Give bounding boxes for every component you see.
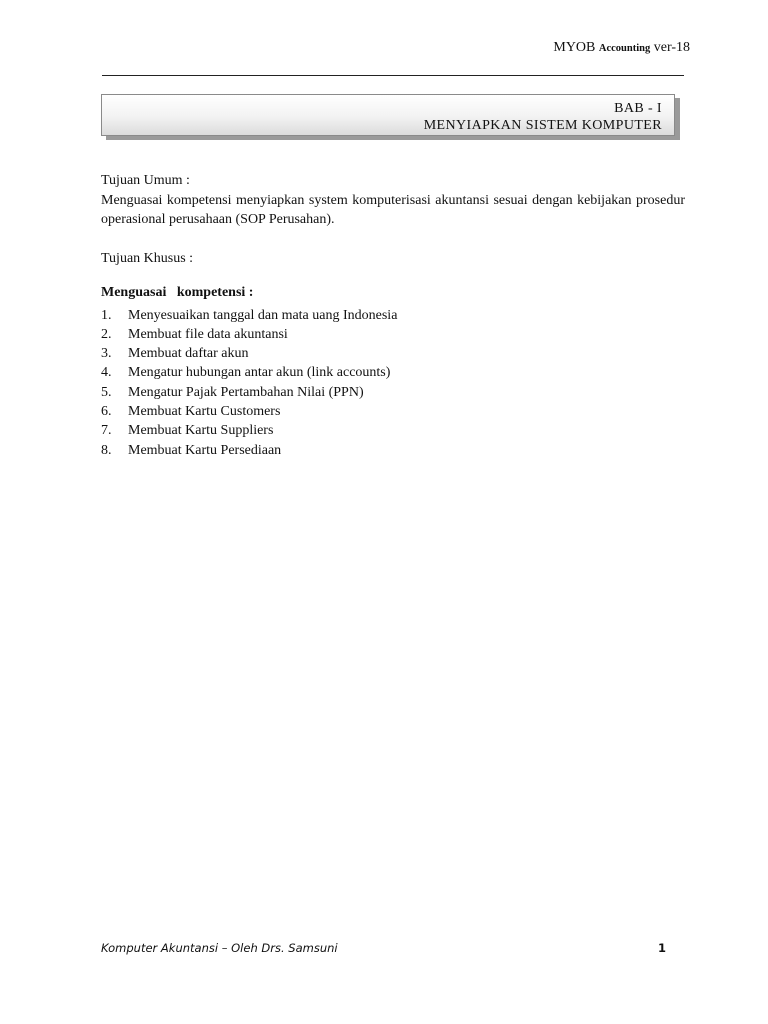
header-brand: MYOB [553,40,596,55]
specific-objective-label: Tujuan Khusus : [101,250,194,266]
list-item [101,383,685,402]
list-item-number: 5. [101,384,112,400]
list-item-text: Mengatur Pajak Pertambahan Nilai (PPN) [128,384,364,400]
page-number: 1 [658,941,667,955]
list-item-text: Menyesuaikan tanggal dan mata uang Indonesia [128,307,398,323]
list-item-number: 1. [101,307,112,323]
list-item-number: 7. [101,423,112,439]
chapter-title-box [101,94,675,136]
list-item [101,344,685,363]
list-item [101,363,685,382]
list-item [101,325,685,344]
page-body [101,171,685,460]
list-item [101,441,685,460]
list-item [101,402,685,421]
list-item [101,306,685,325]
footer-author: Komputer Akuntansi – Oleh Drs. Samsuni [101,941,338,955]
list-item-number: 2. [101,326,112,342]
chapter-title: MENYIAPKAN SISTEM KOMPUTER [423,118,662,133]
header-product: Accounting [598,43,651,54]
page-header [553,40,690,56]
list-item-number: 4. [101,365,112,381]
list-item [101,421,685,440]
chapter-number: BAB - I [614,101,662,116]
competency-list [101,306,685,460]
general-objective-text: Menguasai kompetensi menyiapkan system komputerisasi akuntansi sesuai dengan kebijakan prosedur operasional perusahaan (SOP Perusahan). [101,192,685,227]
header-divider [102,75,684,76]
list-item-number: 6. [101,403,112,419]
list-item-text: Membuat Kartu Persediaan [128,442,282,458]
list-item-text: Membuat daftar akun [128,346,249,362]
list-item-text: Membuat file data akuntansi [128,326,288,342]
list-item-text: Membuat Kartu Customers [128,403,281,419]
general-objective-label: Tujuan Umum : [101,173,190,188]
list-item-text: Mengatur hubungan antar akun (link accounts) [128,365,391,381]
competency-subheading: Menguasai kompetensi : [101,285,254,300]
list-item-number: 8. [101,442,112,458]
list-item-text: Membuat Kartu Suppliers [128,423,274,439]
list-item-number: 3. [101,346,112,362]
header-version: ver-18 [653,40,690,55]
